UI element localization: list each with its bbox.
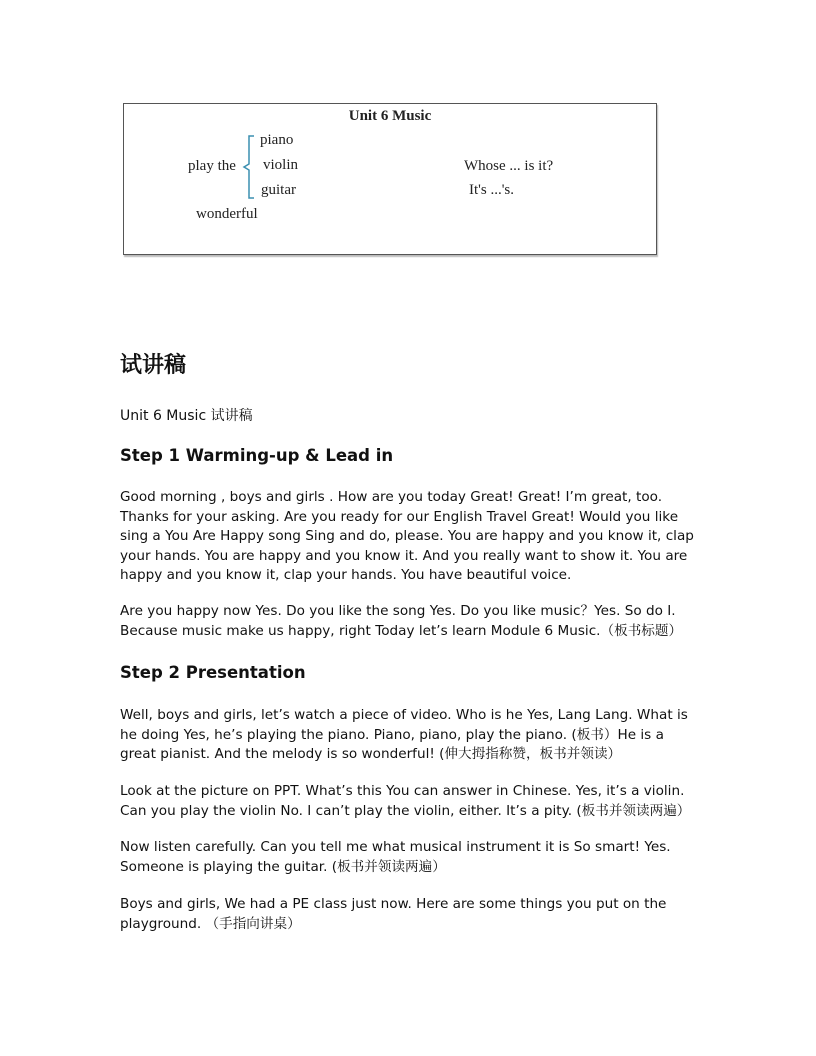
step2-paragraph: Now listen carefully. Can you tell me what musical instrument it is So smart! Yes. Someone is playing the guitar. (板书并领读两遍） [120,839,671,875]
step1-paragraph: Good morning , boys and girls . How are you today Great! Great! I’m great, too. Thanks for your asking. Are you ready for our English Travel Great! Would you like sing a You Are Happy song Sing and do, please. You are happy and you know it, clap your hands. You are happy and you know it. And you really want to show it. You are happy and you know it, clap your hands. You have beautiful voice. [120,489,694,584]
step2-paragraph: Boys and girls, We had a PE class just now. Here are some things you put on the playground. （手指向讲桌） [120,896,667,932]
step1-title: Step 1 Warming-up & Lead in [120,446,394,465]
blackboard-design-box [123,103,657,255]
board-item-guitar: guitar [261,182,296,198]
board-title: Unit 6 Music [348,108,432,124]
step2-paragraph: Look at the picture on PPT. What’s this You can answer in Chinese. Yes, it’s a violin. Can you play the violin No. I can’t play the violin, either. It’s a pity. (板书并领读两遍） [120,783,691,819]
step2-paragraph: Well, boys and girls, let’s watch a piece of video. Who is he Yes, Lang Lang. What is he doing Yes, he’s playing the piano. Piano, piano, play the piano. (板书）He is a great pianist. And the melody is so wonderful! (伸大拇指称赞，板书并领读） [120,707,688,763]
board-item-piano: piano [260,132,294,148]
brace-icon [242,134,256,200]
doc-subtitle: Unit 6 Music 试讲稿 [120,408,253,424]
board-its: It's ...'s. [469,182,514,198]
page-heading: 试讲稿 [120,353,187,378]
step1-paragraph: Are you happy now Yes. Do you like the song Yes. Do you like music？Yes. So do I. Because music make us happy, right Today let’s learn Module 6 Music.（板书标题） [120,603,683,639]
board-play-the: play the [188,158,236,174]
step2-title: Step 2 Presentation [120,663,306,682]
board-whose: Whose ... is it? [464,158,554,174]
board-wonderful: wonderful [196,206,258,222]
board-item-violin: violin [263,157,299,173]
